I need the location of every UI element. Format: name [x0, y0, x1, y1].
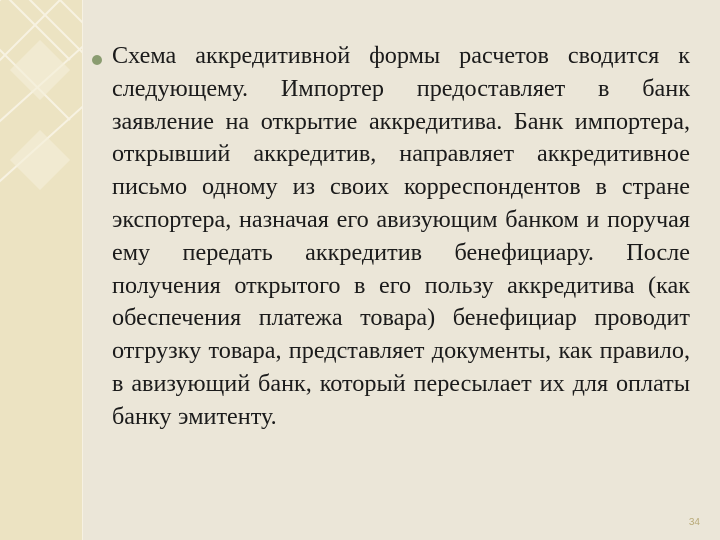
- bullet-item: [112, 40, 690, 434]
- decorative-sidebar: [0, 0, 82, 540]
- slide-content: [112, 40, 690, 434]
- bullet-text: Схема аккредитивной формы расчетов сводится к следующему. Импортер предоставляет в банк заявление на открытие аккредитива. Банк импортера, открывший аккредитив, направляет аккредитивное письмо одному из своих корреспондентов в стране экспортера, назначая его авизующим банком и поручая ему передать аккредитив бенефициару. После получения открытого в его пользу аккредитива (как обеспечения платежа товара) бенефициар проводит отгрузку товара, представляет документы, как правило, в авизующий банк, который пересылает их для оплаты банку эмитенту.: [112, 42, 690, 430]
- diamond-pattern: [0, 0, 82, 540]
- sidebar-divider: [82, 0, 83, 540]
- page-number: 34: [688, 517, 700, 528]
- bullet-icon: [92, 55, 102, 65]
